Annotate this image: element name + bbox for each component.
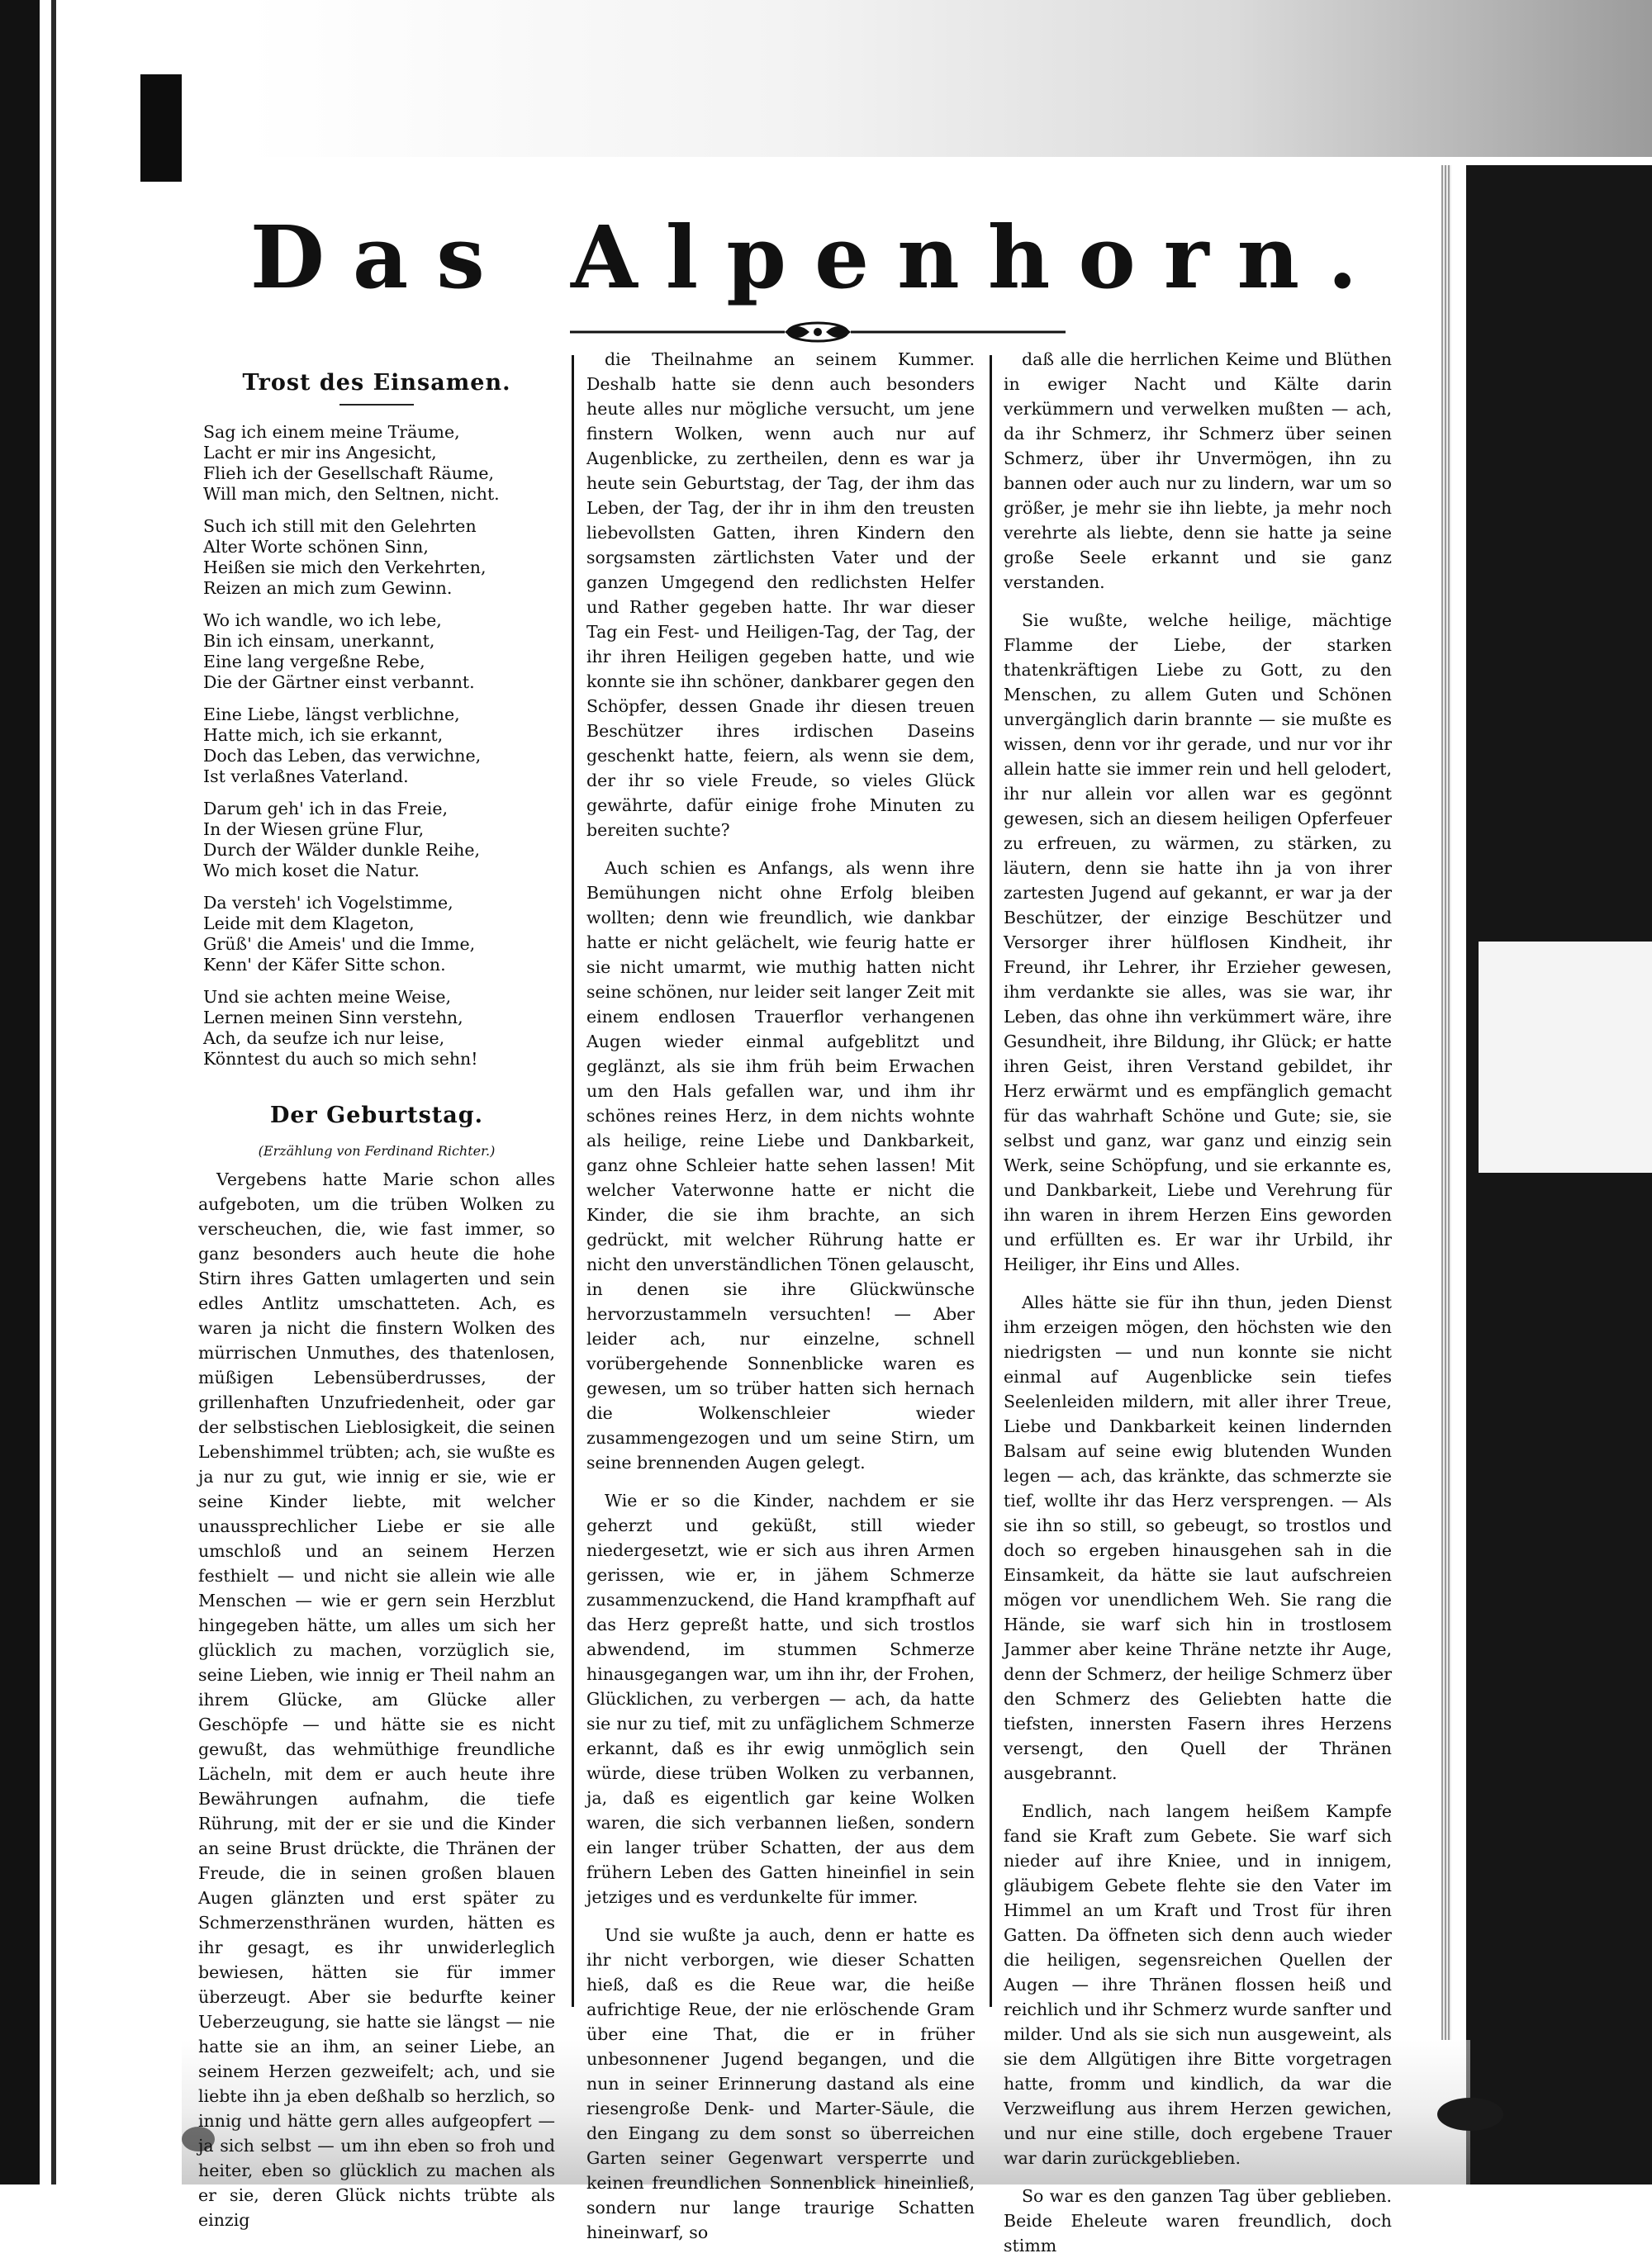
heading-rule [339,404,414,406]
ink-stain [1437,2098,1503,2131]
story-title: Der Geburtstag. [269,1103,484,1128]
column-3 [1004,347,1392,2256]
story-paragraph: Auch schien es Anfangs, als wenn ihre Bemühungen nicht ohne Erfolg bleiben wollten; denn wie freundlich, wie dankbar hatte er nicht gelächelt, wie feurig hatte er sie nicht umarmt, wie muthig hatten nicht seine schönen, nur leider seit langer Zeit mit einem endlosen Trauerflor verhangenen Augen wieder einmal aufgeblitzt und geglänzt, als sie ihm früh beim Erwachen um den Hals gefallen war, und ihm ihr schönes reines Herz, in dem nichts wohnte als heilige, reine Liebe und Dankbarkeit, ganz ohne Schleier hatte sehen lassen! Mit welcher Vaterwonne hatte er nicht die Kinder, die sie ihm brachte, an sich gedrückt, mit welcher Rührung hatte er nicht den unverständlichen Tönen gelauscht, in denen sie ihre Glückwünsche hervorzustammeln versuchten! — Aber leider ach, nur einzelne, schnell vorübergehende Sonnenblicke waren es gewesen, um so trüber hatten sich hernach die Wolkenschleier wieder zusammengezogen und um seine Stirn, um seine brennenden Augen gelegt. [586,858,975,1473]
poem-line: Reizen an mich zum Gewinn. [203,578,453,598]
poem-line: Heißen sie mich den Verkehrten, [203,557,487,577]
poem-line: Leide mit dem Klageton, [203,913,415,933]
poem-line: Flieh ich der Gesellschaft Räume, [203,463,494,483]
story-text-column-1 [198,1167,555,2232]
poem-line: Alter Worte schönen Sinn, [203,537,429,557]
poem-line: Ach, da seufze ich nur leise, [203,1028,445,1048]
column-2 [586,347,975,2242]
poem-line: Durch der Wälder dunkle Reihe, [203,840,480,860]
poem-line: Such ich still mit den Gelehrten [203,516,477,536]
poem-line: Kenn' der Käfer Sitte schon. [203,955,446,975]
poem-line: Lacht er mir ins Angesicht, [203,443,437,463]
scan-top-shadow [248,0,1652,157]
story-text-column-3 [1004,347,1392,2258]
ornament-divider [562,314,1074,347]
poem-line: Und sie achten meine Weise, [203,987,452,1007]
page-stack-edge [1441,165,1451,2040]
scan-right-highlight [1479,942,1652,1173]
poem-line: Ist verlaßnes Vaterland. [203,766,409,786]
poem-line: Sag ich einem meine Träume, [203,422,460,442]
poem-line: Da versteh' ich Vogelstimme, [203,893,453,913]
column-1 [198,347,555,2230]
poem-line: Will man mich, den Seltnen, nicht. [203,484,500,504]
story-paragraph: Wie er so die Kinder, nachdem er sie geherzt und geküßt, still wieder niedergesetzt, wie er sich aus ihren Armen gerissen, wie er, in jähem Schmerze zusammenzuckend, die Hand krampfhaft auf das Herz gepreßt hatte, und sich trostlos abwendend, im stummen Schmerze hinausgegangen war, um ihn ihr, der Frohen, Glücklichen, zu verbergen — ach, da hatte sie nur zu tief, mit zu unfäglichem Schmerze erkannt, daß es ihr ewig unmöglich sein würde, diese trüben Wolken zu verbannen, ja, daß es eigentlich gar keine Wolken waren, die sich verbannen ließen, sondern ein langer trüber Schatten, der aus dem frühern Leben des Gatten hineinfiel in sein jetziges und es verdunkelte für immer. [586,1491,975,1907]
poem-line: Wo mich koset die Natur. [203,861,420,880]
poem-stanza [198,893,555,975]
poem-line: Lernen meinen Sinn verstehn, [203,1008,463,1027]
story-paragraph: So war es den ganzen Tag über geblieben. Beide Eheleute waren freundlich, doch stimm [1004,2186,1392,2256]
poem-stanza [198,422,555,505]
masthead-title: Das Alpenhorn. [249,206,1386,308]
poem-line: Könntest du auch so mich sehn! [203,1049,478,1069]
scan-corner-shadow [140,74,182,182]
story-paragraph: Vergebens hatte Marie schon alles aufgeboten, um die trüben Wolken zu verscheuchen, die, wie fast immer, so ganz besonders auch heute die hohe Stirn ihres Gatten umlagerten und sein edles Antlitz umschatteten. Ach, es waren ja nicht die finstern Wolken des mürrischen Unmuthes, des thatenlosen, müßigen Lebensüberdrusses, der grillenhaften Unzufriedenheit, oder gar der selbstischen Lieblosigkeit, die seinen Lebenshimmel trübten; ach, sie wußte es ja nur zu gut, wie innig er sie, wie er seine Kinder liebte, mit welcher unaussprechlicher Liebe er sie alle umschloß und an seinem Herzen festhielt — und nicht sie allein wie alle Menschen — wie er gern sein Herzblut hingegeben hätte, um alles um sich her glücklich zu machen, vorzüglich sie, seine Lieben, wie innig er Theil nahm an ihrem Glücke, am Glücke aller Geschöpfe — und hätte sie es nicht gewußt, das wehmüthige freundliche Lächeln, mit dem er auch heute ihre Bewährungen aufnahm, die tiefe Rührung, mit der er sie und die Kinder an seine Brust drückte, die Thränen der Freude, die in seinen großen blauen Augen glänzten und erst später zu Schmerzensthränen wurden, hätten es ihr gesagt, es ihr unwiderleglich bewiesen, hätten sie für immer überzeugt. Aber sie bedurfte keiner Ueberzeugung, sie hatte sie längst — nie hatte sie an ihm, an seiner Liebe, an seinem Herzen gezweifelt; ach, und sie liebte ihn ja eben deßhalb so herzlich, so innig und hätte gern alles aufgeopfert — ja sich selbst — um ihn eben so froh und heiter, eben so glücklich zu machen als er sie, deren Glück nichts trübte als einzig [198,1169,555,2230]
poem-line: Eine lang vergeßne Rebe, [203,652,425,671]
story-paragraph: daß alle die herrlichen Keime und Blüthen in ewiger Nacht und Kälte darin verkümmern und verwelken mußten — ach, da ihr Schmerz, ihr Schmerz über seinen Schmerz, über ihr Unvermögen, ihn zu bannen oder auch nur zu lindern, war um so größer, je mehr sie ihn liebte, ja mehr noch verehrte als liebte, denn sie hatte ja seine große Seele erkannt und sie ganz verstanden. [1004,349,1392,592]
poem-line: In der Wiesen grüne Flur, [203,819,425,839]
column-rule [572,355,574,2007]
poem-line: Hatte mich, ich sie erkannt, [203,725,444,745]
story-text-column-2 [586,347,975,2245]
poem-line: Grüß' die Ameis' und die Imme, [203,934,476,954]
poem-line: Die der Gärtner einst verbannt. [203,672,475,692]
story-paragraph: die Theilnahme an seinem Kummer. Deshalb hatte sie denn auch besonders heute alles nur mögliche versucht, um jene finstern Wolken, wenn auch nur auf Augenblicke, zu zertheilen, denn es war ja heute sein Geburtstag, der Tag, der ihm das Leben, der Tag, der ihr in ihm den treusten liebevollsten Gatten, ihren Kindern den sorgsamsten zärtlichsten Vater und der ganzen Umgegend den redlichsten Helfer und Rather gegeben hatte. Ihr war dieser Tag ein Fest- und Heiligen-Tag, der Tag, der ihr ihren Heiligen gegeben hatte, und wie konnte sie ihn schöner, dankbarer gegen den Schöpfer, dessen Gnade ihr diesen treuen Beschützer ihres irdischen Daseins geschenkt hatte, feiern, als wenn sie dem, der ihr so viele Freude, so vieles Glück gewährte, dafür einige frohe Minuten zu bereiten suchte? [586,349,975,840]
scan-binding-shadow [0,0,40,2184]
story-paragraph: Sie wußte, welche heilige, mächtige Flamme der Liebe, der starken thatenkräftigen Liebe zu Gott, zu den Menschen, zu allem Guten und Schönen unvergänglich darin brannte — sie mußte es wissen, denn vor ihr gerade, und nur vor ihr allein hatte sie immer rein und hell gelodert, ihr nur allein vor allen war es gegönnt gewesen, sich an diesem heiligen Opferfeuer zu erfreuen, zu wärmen, zu stärken, zu läutern, denn sie hatte ihn ja von ihrer zartesten Jugend auf gekannt, er war ja der Beschützer, der einzige Beschützer und Versorger ihrer hülflosen Kindheit, ihr Freund, ihr Lehrer, ihr Erzieher gewesen, ihm verdankte sie alles, was sie war, ihr Leben, das ohne ihn verkümmert wäre, ihre Gesundheit, ihre Bildung, ihr Glück; er hatte ihren Geist, ihren Verstand gebildet, ihr Herz erwärmt und es empfänglich gemacht für das wahrhaft Schöne und Gute; sie, sie selbst und ganz, war ganz und einzig sein Werk, seine Schöpfung, und sie erkannte es, und Dankbarkeit, Liebe und Verehrung für ihn waren in ihrem Herzen Eins geworden und erfüllten es. Er war ihr Urbild, ihr Heiliger, ihr Eins und Alles. [1004,610,1392,1274]
scan-right-shadow [1466,165,1652,2184]
poem-line: Bin ich einsam, unerkannt, [203,631,435,651]
poem-line: Eine Liebe, längst verblichne, [203,704,460,724]
story-paragraph: Alles hätte sie für ihn thun, jeden Dienst ihm erzeigen mögen, den höchsten wie den niedrigsten — und nun konnte sie nicht einmal auf Augenblicke sein tiefes Seelenleiden mildern, mit aller ihrer Treue, Liebe und Dankbarkeit keinen lindernden Balsam auf seine ewig blutenden Wunden legen — ach, das kränkte, das schmerzte sie tief, wollte ihr das Herz versprengen. — Als sie ihn so still, so gebeugt, so trostlos und doch so ergeben hinausgehen sah in die Einsamkeit, da hätte sie laut aufschreien mögen vor unendlichem Weh. Sie rang die Hände, sie warf sich hin in trostlosem Jammer aber keine Thräne netzte ihr Auge, denn der Schmerz, der heilige Schmerz über den Schmerz des Geliebten hatte die tiefsten, innersten Fasern ihres Herzens versengt, den Quell der Thränen ausgebrannt. [1004,1293,1392,1783]
story-paragraph: Endlich, nach langem heißem Kampfe fand sie Kraft zum Gebete. Sie warf sich nieder auf ihre Kniee, und in innigem, gläubigem Gebete flehte sie den Vater im Himmel an um Kraft und Trost für ihren Gatten. Da öffneten sich denn auch wieder die heiligen, segensreichen Quellen der Augen — ihre Thränen flossen heiß und reichlich und ihr Schmerz wurde sanfter und milder. Und als sie sich nun ausgeweint, als sie dem Allgütigen ihre Bitte vorgetragen hatte, fromm und kindlich, da war die Verzweiflung aus ihrem Herzen gewichen, und nur eine stille, doch ergebene Trauer war darin zurückgeblieben. [1004,1801,1392,2168]
poem-line: Wo ich wandle, wo ich lebe, [203,610,442,630]
poem-stanza [198,704,555,787]
poem-title: Trost des Einsamen. [242,370,511,396]
poem-body [198,422,555,1070]
poem-stanza [198,987,555,1070]
poem-line: Darum geh' ich in das Freie, [203,799,448,818]
poem-stanza [198,610,555,693]
scan-binding-line [51,0,56,2184]
newspaper-page [198,190,1437,2256]
poem-stanza [198,516,555,599]
story-paragraph: Und sie wußte ja auch, denn er hatte es ihr nicht verborgen, wie dieser Schatten hieß, daß es die Reue war, die heiße aufrichtige Reue, der nie erlöschende Gram über eine That, die er in früher unbesonnener Jugend begangen, und die nun in seiner Erinnerung dastand als eine riesengroße Denk- und Marter-Säule, die den Eingang zu dem sonst so überreichen Garten seiner Gegenwart versperrte und keinen freundlichen Sonnenblick hineinließ, sondern nur lange traurige Schatten hineinwarf, so [586,1925,975,2242]
poem-stanza [198,799,555,881]
column-rule [990,355,992,2007]
poem-line: Doch das Leben, das verwichne, [203,746,482,766]
story-byline: (Erzählung von Ferdinand Richter.) [258,1143,496,1159]
